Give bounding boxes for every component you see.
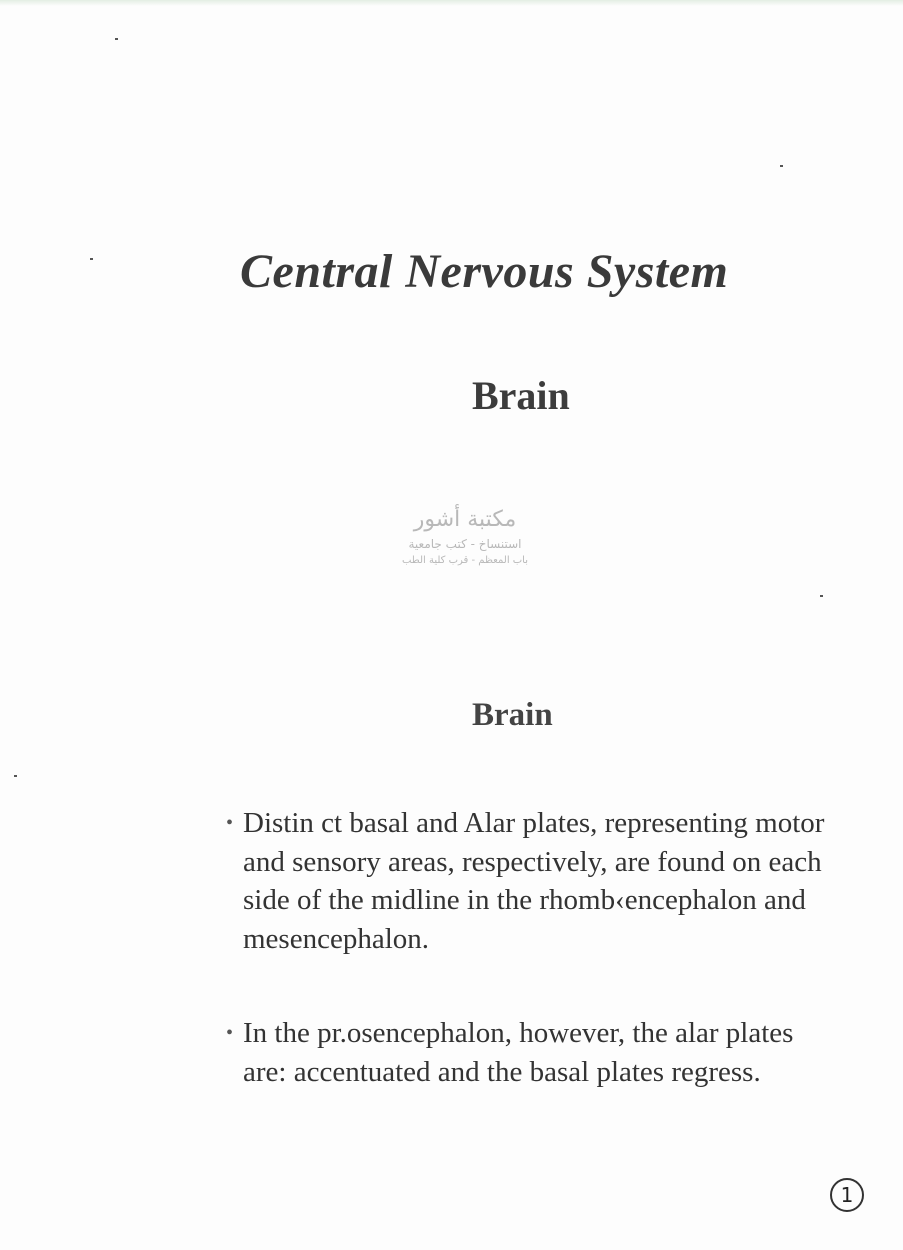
bullet-item [226, 1014, 826, 1091]
stamp-name: مكتبة أشور [413, 507, 517, 532]
document-title: Central Nervous System [240, 245, 729, 299]
subheading: Brain [472, 697, 553, 733]
stamp-address: باب المعظم - قرب كلية الطب [401, 555, 529, 566]
bullet-text: In the pr.osencephalon, however, the alar plates are: accentuated and the basal plates regress. [243, 1017, 794, 1088]
scan-speck [14, 775, 17, 777]
scan-speck [90, 258, 93, 260]
scan-edge [0, 0, 903, 6]
scan-speck [820, 595, 823, 597]
bullet-icon: • [226, 812, 234, 834]
page-number: 1 [830, 1178, 864, 1212]
bullet-icon: • [226, 1022, 234, 1044]
bullet-item [226, 804, 826, 958]
section-heading: Brain [472, 373, 570, 418]
library-stamp [360, 505, 570, 585]
bullet-text: Distin ct basal and Alar plates, representing motor and sensory areas, respectively, are found on each side of the midline in the rhomb‹encephalon and mesencephalon. [243, 807, 825, 955]
bullet-list [226, 804, 826, 1147]
scan-speck [780, 165, 783, 167]
stamp-subtitle: استنساخ - كتب جامعية [408, 537, 522, 551]
scan-speck [115, 38, 118, 40]
